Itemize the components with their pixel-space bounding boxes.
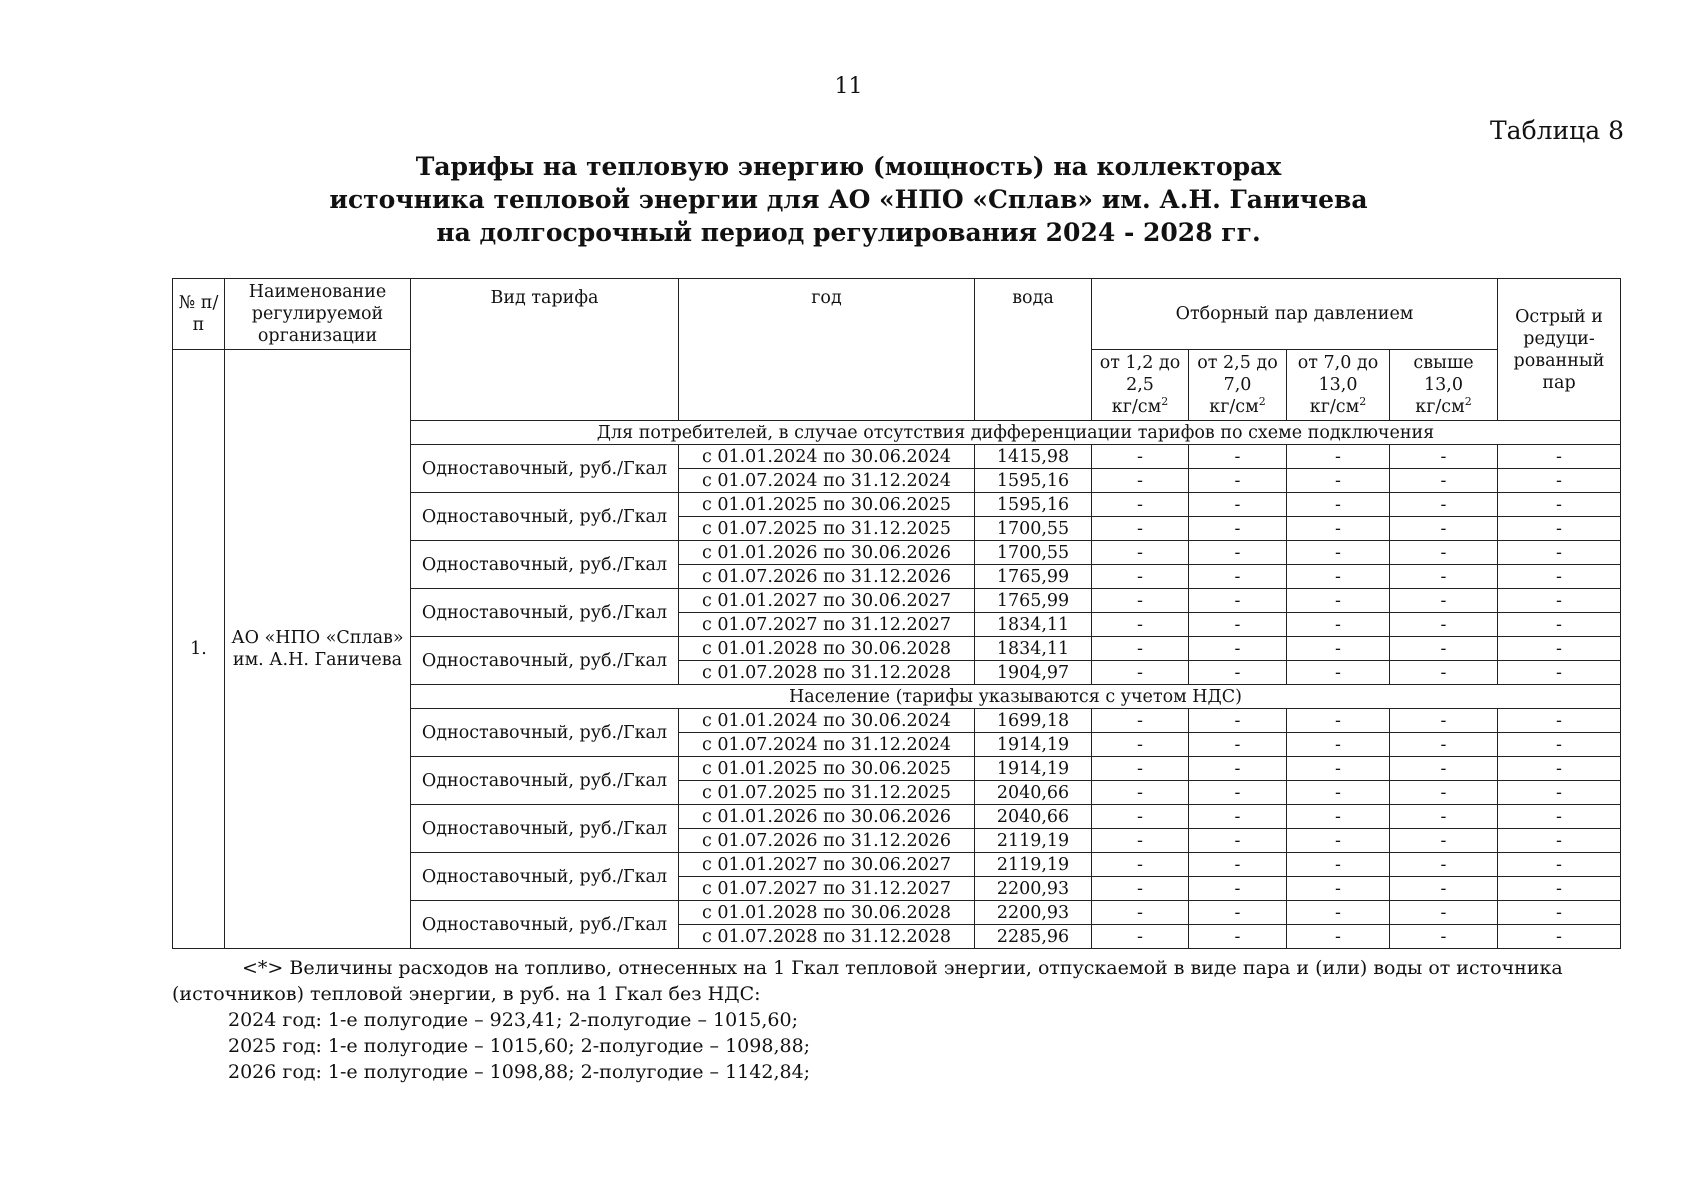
- dash-cell: -: [1498, 613, 1621, 637]
- period-cell: с 01.01.2027 по 30.06.2027: [679, 589, 975, 613]
- dash-cell: -: [1092, 757, 1189, 781]
- dash-cell: -: [1390, 733, 1498, 757]
- dash-cell: -: [1390, 781, 1498, 805]
- water-tariff-cell: 2200,93: [975, 901, 1092, 925]
- dash-cell: -: [1287, 637, 1390, 661]
- dash-cell: -: [1189, 853, 1287, 877]
- document-title: [0, 150, 1697, 249]
- dash-cell: -: [1092, 853, 1189, 877]
- dash-cell: -: [1498, 589, 1621, 613]
- period-cell: с 01.07.2024 по 31.12.2024: [679, 733, 975, 757]
- dash-cell: -: [1498, 469, 1621, 493]
- dash-cell: -: [1092, 877, 1189, 901]
- dash-cell: -: [1498, 901, 1621, 925]
- dash-cell: -: [1498, 445, 1621, 469]
- dash-cell: -: [1189, 493, 1287, 517]
- dash-cell: -: [1189, 589, 1287, 613]
- page-number: 11: [834, 74, 863, 99]
- period-cell: с 01.01.2028 по 30.06.2028: [679, 637, 975, 661]
- header-otbor: Отборный пар давлением: [1092, 279, 1498, 350]
- dash-cell: -: [1189, 805, 1287, 829]
- footnote-line: 2024 год: 1-е полугодие – 923,41; 2-полугодие – 1015,60;: [228, 1009, 798, 1031]
- dash-cell: -: [1498, 541, 1621, 565]
- dash-cell: -: [1287, 613, 1390, 637]
- dash-cell: -: [1189, 517, 1287, 541]
- water-tariff-cell: 1415,98: [975, 445, 1092, 469]
- dash-cell: -: [1092, 637, 1189, 661]
- dash-cell: -: [1092, 541, 1189, 565]
- dash-cell: -: [1390, 757, 1498, 781]
- dash-cell: -: [1498, 853, 1621, 877]
- dash-cell: -: [1092, 469, 1189, 493]
- dash-cell: -: [1092, 901, 1189, 925]
- dash-cell: -: [1287, 541, 1390, 565]
- header-num: № п/п: [173, 279, 225, 350]
- period-cell: с 01.07.2025 по 31.12.2025: [679, 517, 975, 541]
- dash-cell: -: [1092, 661, 1189, 685]
- period-cell: с 01.01.2025 по 30.06.2025: [679, 757, 975, 781]
- dash-cell: -: [1390, 709, 1498, 733]
- header-pressure-4: [1390, 350, 1498, 421]
- row-number: 1.: [173, 350, 225, 949]
- period-cell: с 01.01.2027 по 30.06.2027: [679, 853, 975, 877]
- footnote-main: <*> Величины расходов на топливо, отнесенных на 1 Гкал тепловой энергии, отпускаемой в виде пара и (или) воды от источника (источников) тепловой энергии, в руб. на 1 Гкал без НДС:: [172, 957, 1563, 1005]
- dash-cell: -: [1390, 829, 1498, 853]
- water-tariff-cell: 1834,11: [975, 637, 1092, 661]
- tariff-type: Одноставочный, руб./Гкал: [411, 541, 679, 589]
- tariff-type: Одноставочный, руб./Гкал: [411, 589, 679, 637]
- dash-cell: -: [1092, 517, 1189, 541]
- water-tariff-cell: 1834,11: [975, 613, 1092, 637]
- dash-cell: -: [1287, 445, 1390, 469]
- water-tariff-cell: 2200,93: [975, 877, 1092, 901]
- footnote-line: 2025 год: 1-е полугодие – 1015,60; 2-полугодие – 1098,88;: [228, 1035, 811, 1057]
- dash-cell: -: [1390, 445, 1498, 469]
- period-cell: с 01.07.2028 по 31.12.2028: [679, 661, 975, 685]
- water-tariff-cell: 1595,16: [975, 493, 1092, 517]
- dash-cell: -: [1498, 877, 1621, 901]
- dash-cell: -: [1189, 661, 1287, 685]
- dash-cell: -: [1287, 589, 1390, 613]
- dash-cell: -: [1189, 541, 1287, 565]
- tariff-type: Одноставочный, руб./Гкал: [411, 901, 679, 949]
- section-title: Для потребителей, в случае отсутствия дифференциации тарифов по схеме подключения: [411, 421, 1621, 445]
- dash-cell: -: [1498, 781, 1621, 805]
- footnote-line: 2026 год: 1-е полугодие – 1098,88; 2-полугодие – 1142,84;: [228, 1061, 811, 1083]
- water-tariff-cell: 1595,16: [975, 469, 1092, 493]
- footnote: [172, 955, 1622, 1085]
- dash-cell: -: [1092, 781, 1189, 805]
- dash-cell: -: [1390, 469, 1498, 493]
- period-cell: с 01.01.2028 по 30.06.2028: [679, 901, 975, 925]
- dash-cell: -: [1287, 925, 1390, 949]
- tariff-type: Одноставочный, руб./Гкал: [411, 709, 679, 757]
- dash-cell: -: [1287, 901, 1390, 925]
- pressure-unit: кг/см: [1309, 397, 1360, 417]
- dash-cell: -: [1189, 613, 1287, 637]
- dash-cell: -: [1498, 709, 1621, 733]
- dash-cell: -: [1390, 901, 1498, 925]
- tariff-type: Одноставочный, руб./Гкал: [411, 853, 679, 901]
- water-tariff-cell: 1914,19: [975, 757, 1092, 781]
- period-cell: с 01.01.2025 по 30.06.2025: [679, 493, 975, 517]
- dash-cell: -: [1498, 757, 1621, 781]
- water-tariff-cell: 1904,97: [975, 661, 1092, 685]
- dash-cell: -: [1498, 661, 1621, 685]
- unit-exponent: 2: [1258, 395, 1266, 409]
- tariff-type: Одноставочный, руб./Гкал: [411, 445, 679, 493]
- dash-cell: -: [1189, 445, 1287, 469]
- title-line: Тарифы на тепловую энергию (мощность) на коллекторах: [415, 152, 1282, 181]
- water-tariff-cell: 1765,99: [975, 565, 1092, 589]
- header-ostry: Острый и редуци-рованный пар: [1498, 279, 1621, 421]
- header-row: [173, 279, 1621, 350]
- dash-cell: -: [1189, 877, 1287, 901]
- water-tariff-cell: 2040,66: [975, 805, 1092, 829]
- pressure-unit: кг/см: [1415, 397, 1465, 417]
- period-cell: с 01.07.2027 по 31.12.2027: [679, 877, 975, 901]
- header-pressure-2: [1189, 350, 1287, 421]
- period-cell: с 01.01.2024 по 30.06.2024: [679, 709, 975, 733]
- dash-cell: -: [1287, 805, 1390, 829]
- period-cell: с 01.07.2026 по 31.12.2026: [679, 829, 975, 853]
- dash-cell: -: [1092, 613, 1189, 637]
- water-tariff-cell: 1700,55: [975, 517, 1092, 541]
- header-pressure-1: [1092, 350, 1189, 421]
- title-line: на долгосрочный период регулирования 2024 - 2028 гг.: [436, 218, 1261, 247]
- table-label: Таблица 8: [1489, 116, 1624, 145]
- tariff-type: Одноставочный, руб./Гкал: [411, 493, 679, 541]
- header-pressure-3: [1287, 350, 1390, 421]
- dash-cell: -: [1092, 709, 1189, 733]
- dash-cell: -: [1287, 733, 1390, 757]
- water-tariff-cell: 2285,96: [975, 925, 1092, 949]
- dash-cell: -: [1390, 517, 1498, 541]
- unit-exponent: 2: [1464, 395, 1472, 409]
- pressure-range: от 2,5 до 7,0: [1197, 353, 1278, 395]
- organization-name: АО «НПО «Сплав» им. А.Н. Ганичева: [225, 350, 411, 949]
- dash-cell: -: [1390, 565, 1498, 589]
- dash-cell: -: [1189, 829, 1287, 853]
- dash-cell: -: [1287, 853, 1390, 877]
- tariff-type: Одноставочный, руб./Гкал: [411, 757, 679, 805]
- period-cell: с 01.01.2026 по 30.06.2026: [679, 805, 975, 829]
- dash-cell: -: [1092, 493, 1189, 517]
- dash-cell: -: [1189, 637, 1287, 661]
- unit-exponent: 2: [1161, 395, 1169, 409]
- dash-cell: -: [1189, 565, 1287, 589]
- period-cell: с 01.07.2027 по 31.12.2027: [679, 613, 975, 637]
- tariff-type: Одноставочный, руб./Гкал: [411, 637, 679, 685]
- dash-cell: -: [1498, 637, 1621, 661]
- water-tariff-cell: 2119,19: [975, 853, 1092, 877]
- dash-cell: -: [1189, 709, 1287, 733]
- dash-cell: -: [1189, 901, 1287, 925]
- title-line: источника тепловой энергии для АО «НПО «Сплав» им. А.Н. Ганичева: [329, 185, 1368, 214]
- dash-cell: -: [1287, 757, 1390, 781]
- dash-cell: -: [1390, 805, 1498, 829]
- dash-cell: -: [1498, 517, 1621, 541]
- period-cell: с 01.07.2024 по 31.12.2024: [679, 469, 975, 493]
- dash-cell: -: [1498, 493, 1621, 517]
- period-cell: с 01.07.2025 по 31.12.2025: [679, 781, 975, 805]
- unit-exponent: 2: [1359, 395, 1367, 409]
- period-cell: с 01.01.2024 по 30.06.2024: [679, 445, 975, 469]
- dash-cell: -: [1498, 829, 1621, 853]
- pressure-range: свыше 13,0: [1413, 353, 1474, 395]
- period-cell: с 01.07.2028 по 31.12.2028: [679, 925, 975, 949]
- dash-cell: -: [1287, 877, 1390, 901]
- water-tariff-cell: 1914,19: [975, 733, 1092, 757]
- pressure-range: от 1,2 до 2,5: [1099, 353, 1181, 395]
- tariff-type: Одноставочный, руб./Гкал: [411, 805, 679, 853]
- dash-cell: -: [1390, 877, 1498, 901]
- dash-cell: -: [1498, 565, 1621, 589]
- dash-cell: -: [1092, 445, 1189, 469]
- period-cell: с 01.01.2026 по 30.06.2026: [679, 541, 975, 565]
- dash-cell: -: [1390, 493, 1498, 517]
- dash-cell: -: [1092, 565, 1189, 589]
- dash-cell: -: [1287, 565, 1390, 589]
- dash-cell: -: [1390, 637, 1498, 661]
- dash-cell: -: [1390, 661, 1498, 685]
- dash-cell: -: [1498, 925, 1621, 949]
- dash-cell: -: [1189, 757, 1287, 781]
- header-voda: вода: [975, 279, 1092, 421]
- pressure-unit: кг/см: [1111, 397, 1162, 417]
- dash-cell: -: [1092, 805, 1189, 829]
- dash-cell: -: [1287, 829, 1390, 853]
- header-god: год: [679, 279, 975, 421]
- dash-cell: -: [1092, 589, 1189, 613]
- dash-cell: -: [1287, 661, 1390, 685]
- water-tariff-cell: 1699,18: [975, 709, 1092, 733]
- dash-cell: -: [1287, 709, 1390, 733]
- dash-cell: -: [1390, 541, 1498, 565]
- pressure-range: от 7,0 до 13,0: [1297, 353, 1379, 395]
- dash-cell: -: [1287, 517, 1390, 541]
- water-tariff-cell: 2040,66: [975, 781, 1092, 805]
- dash-cell: -: [1189, 781, 1287, 805]
- dash-cell: -: [1498, 805, 1621, 829]
- dash-cell: -: [1092, 733, 1189, 757]
- dash-cell: -: [1189, 733, 1287, 757]
- dash-cell: -: [1287, 781, 1390, 805]
- header-org: Наименование регулируемой организации: [225, 279, 411, 350]
- dash-cell: -: [1390, 853, 1498, 877]
- header-vid: Вид тарифа: [411, 279, 679, 421]
- water-tariff-cell: 2119,19: [975, 829, 1092, 853]
- dash-cell: -: [1390, 589, 1498, 613]
- dash-cell: -: [1189, 925, 1287, 949]
- dash-cell: -: [1390, 925, 1498, 949]
- section-title: Население (тарифы указываются с учетом НДС): [411, 685, 1621, 709]
- dash-cell: -: [1092, 925, 1189, 949]
- dash-cell: -: [1390, 613, 1498, 637]
- water-tariff-cell: 1765,99: [975, 589, 1092, 613]
- pressure-unit: кг/см: [1209, 397, 1259, 417]
- dash-cell: -: [1498, 733, 1621, 757]
- dash-cell: -: [1092, 829, 1189, 853]
- period-cell: с 01.07.2026 по 31.12.2026: [679, 565, 975, 589]
- dash-cell: -: [1287, 469, 1390, 493]
- tariff-table: [172, 278, 1621, 949]
- dash-cell: -: [1287, 493, 1390, 517]
- water-tariff-cell: 1700,55: [975, 541, 1092, 565]
- dash-cell: -: [1189, 469, 1287, 493]
